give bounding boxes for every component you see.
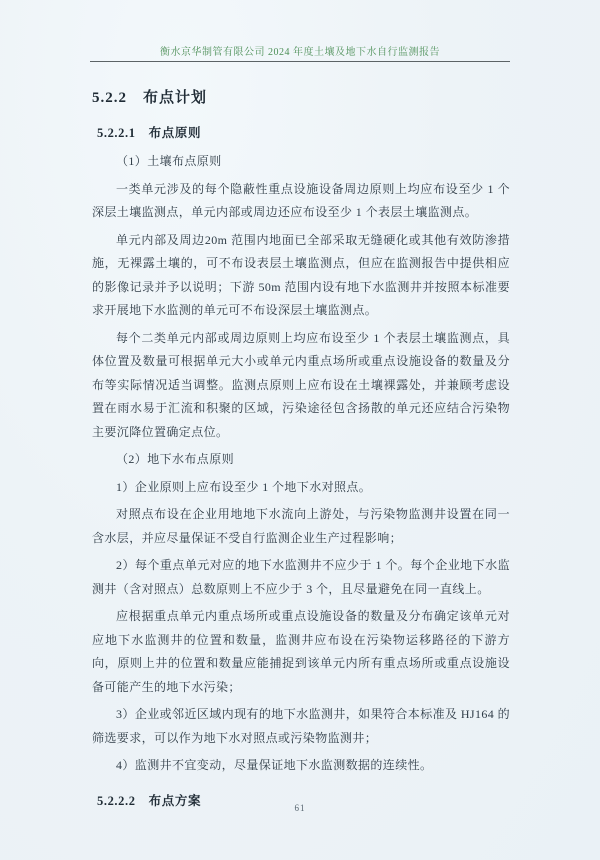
paragraph: 2）每个重点单元对应的地下水监测井不应少于 1 个。每个企业地下水监测井（含对照点）总数原则上不应少于 3 个，且尽量避免在同一直线上。 bbox=[92, 558, 510, 596]
running-header-title: 衡水京华制管有限公司 2024 年度土壤及地下水自行监测报告 bbox=[160, 47, 440, 58]
paragraph: 3）企业或邻近区域内现有的地下水监测井，如果符合本标准及 HJ164 的筛选要求，可以作为地下水对照点或污染物监测井； bbox=[92, 707, 510, 745]
paragraph: 单元内部及周边20m 范围内地面已全部采取无缝硬化或其他有效防渗措施，无裸露土壤的，可不布设表层土壤监测点，但应在监测报告中提供相应的影像记录并予以说明；下游 50m 范围内设有地下水监测井并按照本标准要求开展地下水监测的单元可不布设深层土壤监测点。 bbox=[92, 232, 510, 317]
paragraph: 每个二类单元内部或周边原则上均应布设至少 1 个表层土壤监测点，具体位置及数量可根据单元大小或单元内重点场所或重点设施设备的数量及分布等实际情况适当调整。监测点原则上应布设在土壤裸露处，并兼顾考虑设置在雨水易于汇流和积聚的区域，污染途径包含扬散的单元还应结合污染物主要沉降位置确定点位。 bbox=[92, 330, 510, 439]
page-number: 61 bbox=[294, 803, 306, 813]
paragraph: 4）监测井不宜变动，尽量保证地下水监测数据的连续性。 bbox=[116, 758, 433, 772]
section-heading-5222: 5.2.2.2 布点方案 bbox=[97, 793, 202, 808]
paragraph: 对照点布设在企业用地地下水流向上游处，与污染物监测井设置在同一含水层，并应尽量保证不受自行监测企业生产过程影响； bbox=[92, 507, 510, 545]
page-footer bbox=[0, 798, 600, 816]
document-content bbox=[92, 88, 510, 810]
page-header bbox=[0, 0, 600, 62]
section-heading-522: 5.2.2 布点计划 bbox=[92, 90, 208, 106]
groundwater-principle-label: （2）地下水布点原则 bbox=[116, 452, 235, 466]
soil-principle-label: （1）土壤布点原则 bbox=[116, 154, 222, 168]
section-heading-5221: 5.2.2.1 布点原则 bbox=[97, 126, 202, 140]
paragraph: 一类单元涉及的每个隐蔽性重点设施设备周边原则上均应布设至少 1 个深层土壤监测点，单元内部或周边还应布设至少 1 个表层土壤监测点。 bbox=[92, 181, 510, 219]
paragraph: 应根据重点单元内重点场所或重点设施设备的数量及分布确定该单元对应地下水监测井的位置和数量，监测井应布设在污染物运移路径的下游方向，原则上井的位置和数量应能捕捉到该单元内所有重点场所或重点设施设备可能产生的地下水污染； bbox=[92, 609, 510, 694]
paragraph: 1）企业原则上应布设至少 1 个地下水对照点。 bbox=[116, 479, 372, 494]
header-divider bbox=[90, 61, 510, 62]
